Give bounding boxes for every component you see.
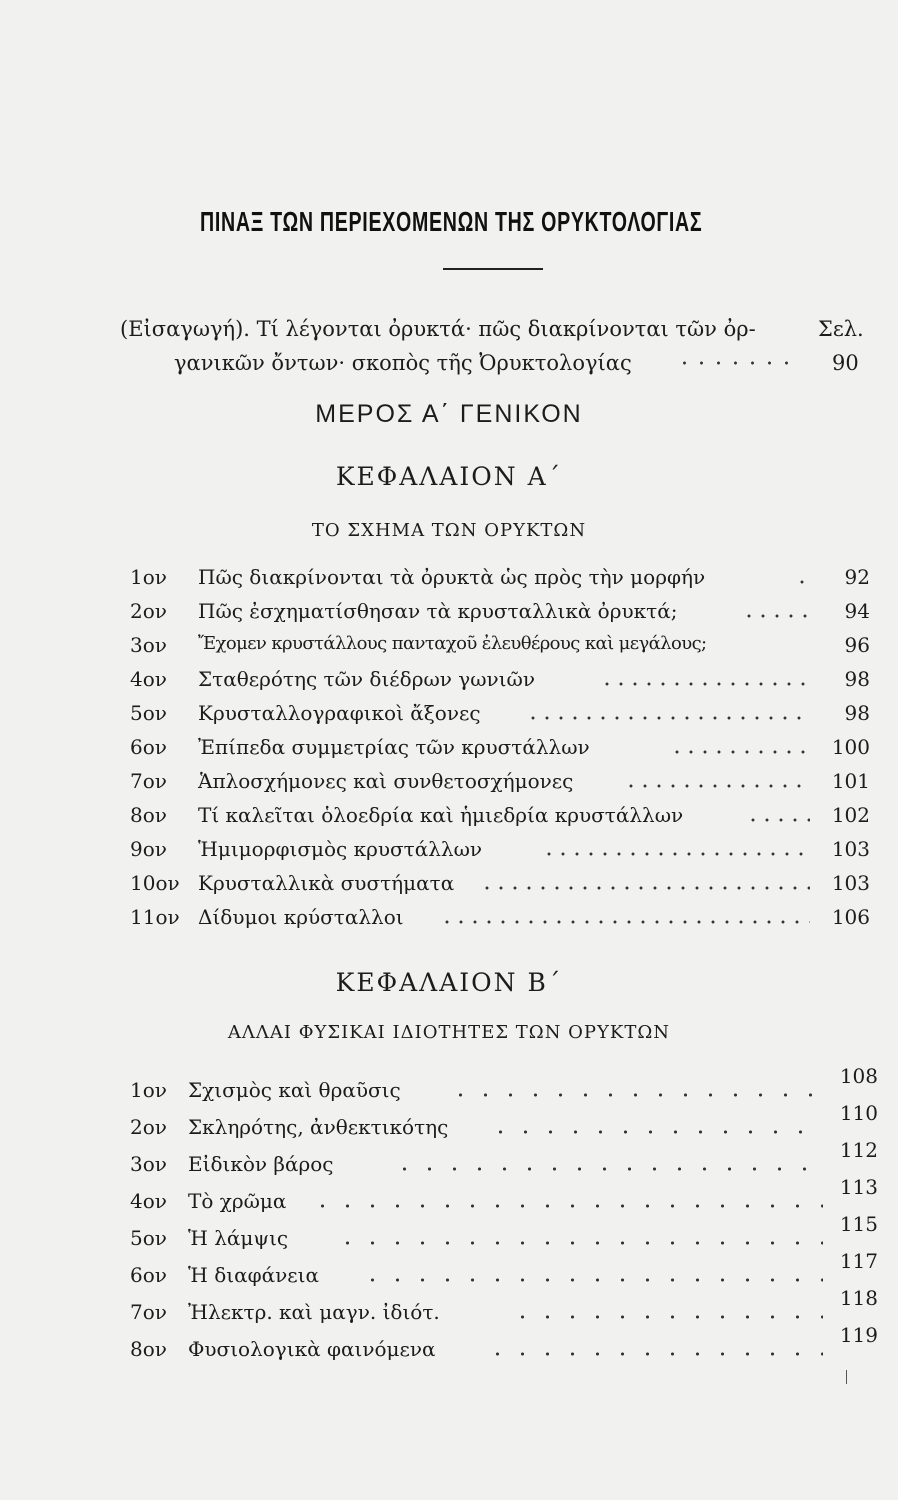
chapter-a-heading: ΚΕΦΑΛΑΙΟΝ Α΄ <box>335 462 563 491</box>
entry-number: 7ον <box>130 769 167 793</box>
toc-row <box>130 1175 878 1222</box>
toc-row <box>130 1249 878 1296</box>
leader-dots <box>440 919 810 925</box>
chapter-a-subtitle: ΤΟ ΣΧΗΜΑ ΤΩΝ ΟΡΥΚΤΩΝ <box>311 520 587 541</box>
toc-row <box>130 565 870 599</box>
chapter-b-subtitle: ΑΛΛΑΙ ΦΥΣΙΚΑΙ ΙΔΙΟΤΗΤΕΣ ΤΩΝ ΟΡΥΚΤΩΝ <box>227 1022 671 1043</box>
toc-row <box>130 905 870 939</box>
entry-page: 119 <box>839 1323 878 1347</box>
leader-dots <box>392 1166 823 1172</box>
toc-row <box>130 1064 878 1111</box>
entry-title: Φυσιολογικὰ φαινόμενα <box>188 1337 436 1361</box>
page-column-label: Σελ. <box>818 317 864 341</box>
leader-dots <box>600 681 810 687</box>
toc-row <box>130 735 870 769</box>
toc-row <box>130 837 870 871</box>
leader-dots <box>448 1092 823 1098</box>
entry-title: Τὸ χρῶμα <box>188 1189 287 1213</box>
chapter-b-toc <box>130 1064 878 1370</box>
page-title: ΠΙΝΑΞ ΤΩΝ ΠΕΡΙΕΧΟΜΕΝΩΝ ΤΗΣ ΟΡΥΚΤΟΛΟΓΙΑΣ <box>200 206 703 237</box>
entry-title: Εἰδικὸν βάρος <box>188 1152 334 1176</box>
entry-page: 112 <box>839 1138 878 1162</box>
intro-page-number: 90 <box>832 351 859 375</box>
toc-row <box>130 1323 878 1370</box>
entry-title: Πῶς ἐσχηματίσθησαν τὰ κρυσταλλικὰ ὀρυκτά; <box>198 599 678 623</box>
entry-title: Ἡ διαφάνεια <box>188 1263 319 1287</box>
chapter-a-toc <box>130 565 870 939</box>
toc-row <box>130 803 870 837</box>
entry-title: Ἐπίπεδα συμμετρίας τῶν κρυστάλλων <box>198 735 590 759</box>
entry-number: 1ον <box>130 1078 167 1102</box>
entry-title: Κρυσταλλικὰ συστήματα <box>198 871 455 895</box>
leader-dots <box>480 885 810 891</box>
entry-title: Τί καλεῖται ὁλοεδρία καὶ ἡμιεδρία κρυστάλλων <box>198 803 684 827</box>
entry-number: 1ον <box>130 565 167 589</box>
leader-dots <box>670 749 810 755</box>
leader-dots <box>742 613 810 619</box>
entry-page: 98 <box>844 667 870 691</box>
entry-page: 110 <box>839 1101 878 1125</box>
entry-number: 5ον <box>130 701 167 725</box>
leader-dots <box>624 783 810 789</box>
entry-number: 2ον <box>130 1115 167 1139</box>
toc-row <box>130 871 870 905</box>
entry-page: 115 <box>839 1212 878 1236</box>
entry-page: 101 <box>831 769 870 793</box>
toc-row <box>130 701 870 735</box>
entry-title: Ἁπλοσχήμονες καὶ συνθετοσχήμονες <box>198 769 574 793</box>
leader-dots <box>676 360 796 366</box>
entry-title: Ἔχομεν κρυστάλλους πανταχοῦ ἐλευθέρους καὶ μεγάλους; <box>198 633 707 654</box>
leader-dots <box>542 851 810 857</box>
entry-number: 6ον <box>130 735 167 759</box>
chapter-b-heading: ΚΕΦΑΛΑΙΟΝ Β΄ <box>335 968 563 997</box>
intro-text-2: γανικῶν ὄντων· σκοπὸς τῆς Ὀρυκτολογίας <box>174 351 632 375</box>
leader-dots <box>795 579 811 585</box>
entry-number: 6ον <box>130 1263 167 1287</box>
entry-page: 113 <box>839 1175 878 1199</box>
entry-page: 103 <box>831 837 870 861</box>
entry-number: 9ον <box>130 837 167 861</box>
entry-title: Σταθερότης τῶν διέδρων γωνιῶν <box>198 667 536 691</box>
toc-row <box>130 769 870 803</box>
toc-row <box>130 1138 878 1185</box>
entry-page: 92 <box>844 565 870 589</box>
entry-number: 4ον <box>130 667 167 691</box>
toc-row <box>130 633 870 667</box>
leader-dots <box>335 1240 823 1246</box>
entry-page: 103 <box>831 871 870 895</box>
intro-line-1 <box>120 312 864 346</box>
entry-page: 96 <box>844 633 870 657</box>
entry-number: 11ον <box>130 905 180 929</box>
leader-dots <box>488 1129 823 1135</box>
entry-number: 3ον <box>130 1152 167 1176</box>
entry-page: 118 <box>839 1286 878 1310</box>
intro-entry <box>120 312 864 380</box>
leader-dots <box>510 1314 823 1320</box>
entry-title: Ἡ λάμψις <box>188 1226 289 1250</box>
toc-row <box>130 667 870 701</box>
entry-page: 98 <box>844 701 870 725</box>
entry-number: 10ον <box>130 871 180 895</box>
entry-title: Πῶς διακρίνονται τὰ ὀρυκτὰ ὡς πρὸς τὴν μορφήν <box>198 565 706 589</box>
entry-number: 8ον <box>130 803 167 827</box>
entry-title: Ἡμιμορφισμὸς κρυστάλλων <box>198 837 483 861</box>
toc-row <box>130 1101 878 1148</box>
leader-dots <box>360 1277 823 1283</box>
title-underline <box>443 268 543 270</box>
entry-page: 94 <box>844 599 870 623</box>
entry-page: 117 <box>839 1249 878 1273</box>
entry-page: 106 <box>831 905 870 929</box>
scan-mark <box>846 1370 847 1384</box>
entry-number: 8ον <box>130 1337 167 1361</box>
entry-number: 7ον <box>130 1300 167 1324</box>
entry-page: 102 <box>831 803 870 827</box>
entry-title: Σχισμὸς καὶ θραῦσις <box>188 1078 401 1102</box>
entry-number: 3ον <box>130 633 167 657</box>
intro-text-1: (Εἰσαγωγή). Τί λέγονται ὀρυκτά· πῶς διακρίνονται τῶν ὀρ- <box>120 317 756 341</box>
toc-row <box>130 599 870 633</box>
leader-dots <box>746 817 810 823</box>
entry-number: 4ον <box>130 1189 167 1213</box>
entry-number: 5ον <box>130 1226 167 1250</box>
entry-page: 100 <box>831 735 870 759</box>
entry-title: Κρυσταλλογραφικοὶ ἄξονες <box>198 701 481 725</box>
entry-title: Ἠλεκτρ. καὶ μαγν. ἰδιότ. <box>188 1300 440 1324</box>
toc-row <box>130 1286 878 1333</box>
entry-title: Δίδυμοι κρύσταλλοι <box>198 905 404 929</box>
entry-page: 108 <box>839 1064 878 1088</box>
entry-title: Σκληρότης, ἀνθεκτικότης <box>188 1115 449 1139</box>
entry-number: 2ον <box>130 599 167 623</box>
leader-dots <box>526 715 810 721</box>
toc-row <box>130 1212 878 1259</box>
leader-dots <box>485 1351 823 1357</box>
leader-dots <box>310 1203 823 1209</box>
intro-line-2 <box>120 346 860 380</box>
part-heading: ΜΕΡΟΣ Α΄ ΓΕΝΙΚΟΝ <box>315 400 583 428</box>
